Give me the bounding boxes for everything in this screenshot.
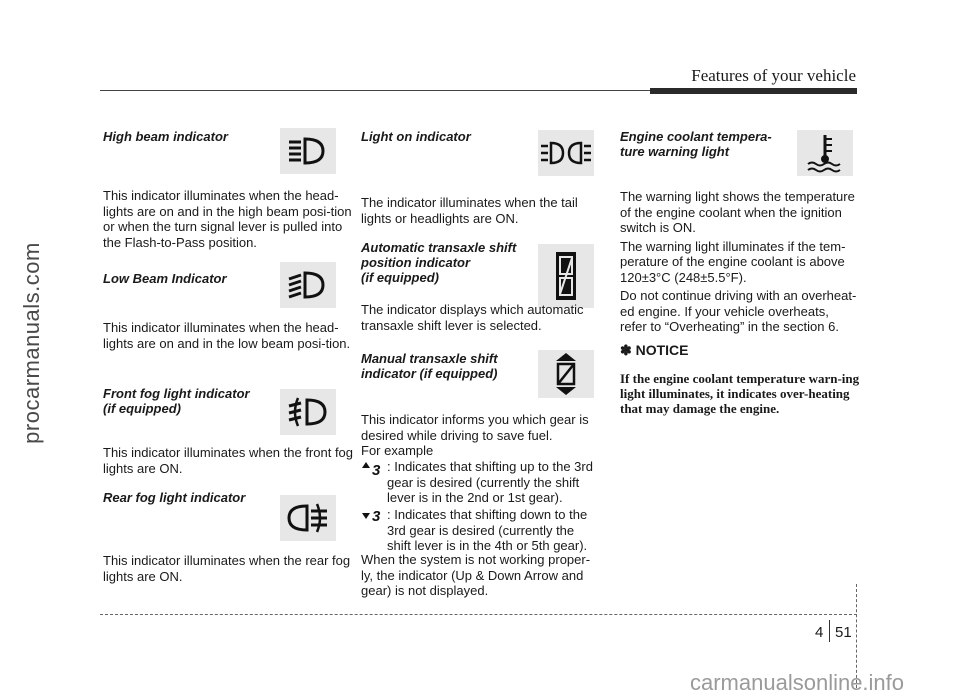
page-number: 51 [835, 624, 852, 641]
section-title: Features of your vehicle [691, 66, 856, 85]
rear-fog-icon [280, 495, 336, 541]
high-beam-heading: High beam indicator [103, 129, 228, 144]
chapter-number: 4 [815, 624, 824, 641]
light-on-heading: Light on indicator [361, 129, 471, 144]
front-fog-icon [280, 389, 336, 435]
footer-vertical-rule [856, 584, 857, 688]
notice-title: ✽ NOTICE [620, 342, 689, 358]
high-beam-icon [280, 128, 336, 174]
manual-shift-description: This indicator informs you which gear is desired while driving to save fuel. [361, 412, 589, 443]
bottom-watermark: carmanualsonline.info [690, 670, 905, 695]
coolant-heading-line1: Engine coolant tempera- [620, 129, 772, 144]
shift-up-example [361, 459, 601, 506]
high-beam-description: This indicator illuminates when the head-lights are on and in the high beam posi-tion or when the turn signal lever is pulled into the Flash-to-Pass position. [103, 188, 352, 250]
shift-down-example [361, 507, 601, 554]
shift-up-text: : Indicates that shifting up to the 3rd gear is desired (currently the shift lever is in the 2nd or 1st gear). [387, 459, 593, 505]
coolant-description [620, 189, 858, 338]
low-beam-icon [280, 262, 336, 308]
coolant-temperature-icon [797, 130, 853, 176]
light-on-description: The indicator illuminates when the tail lights or headlights are ON. [361, 195, 578, 226]
header-bar [650, 88, 857, 94]
shift-up-3-icon [361, 459, 387, 506]
coolant-heading-line2: ture warning light [620, 144, 730, 159]
notice-body: If the engine coolant temperature warn-ing light illuminates, it indicates over-heating that may damage the engine. [620, 371, 860, 416]
auto-shift-heading-line1: Automatic transaxle shift [361, 240, 517, 255]
front-fog-heading-line2: (if equipped) [103, 401, 181, 416]
shift-down-text: : Indicates that shifting down to the 3rd gear is desired (currently the shift lever is in the 4th or 5th gear). [387, 507, 588, 553]
svg-text:3: 3 [372, 508, 381, 525]
manual-shift-closing: When the system is not working proper-ly, the indicator (Up & Down Arrow and gear) is not displayed. [361, 552, 591, 598]
coolant-paragraph-2: The warning light illuminates if the tem-perature of the engine coolant is above 120±3°C (248±5.5°F). [620, 238, 846, 285]
shift-down-3-icon [361, 507, 387, 554]
header-rule [100, 90, 650, 91]
footer-rule [100, 614, 857, 615]
rear-fog-heading: Rear fog light indicator [103, 490, 246, 505]
side-watermark: procarmanuals.com [19, 242, 44, 444]
svg-text:3: 3 [372, 462, 381, 479]
shift-position-icon [538, 244, 594, 308]
low-beam-heading: Low Beam Indicator [103, 271, 227, 286]
manual-shift-heading-line1: Manual transaxle shift [361, 351, 498, 366]
light-on-icon [538, 130, 594, 176]
for-example-label: For example [361, 443, 434, 458]
gear-shift-icon [538, 350, 594, 398]
page-number-separator [829, 620, 830, 642]
front-fog-description: This indicator illuminates when the front fog lights are ON. [103, 445, 354, 476]
coolant-paragraph-1: The warning light shows the temperature of the engine coolant when the ignition switch is ON. [620, 189, 855, 235]
front-fog-heading-line1: Front fog light indicator [103, 386, 250, 401]
auto-shift-heading-line3: (if equipped) [361, 270, 439, 285]
auto-shift-heading-line2: position indicator [361, 255, 471, 270]
rear-fog-description: This indicator illuminates when the rear fog lights are ON. [103, 553, 351, 584]
coolant-paragraph-3: Do not continue driving with an overheat-ed engine. If your vehicle overheats, refer to “Overheating” in the section 6. [620, 288, 857, 334]
auto-shift-description: The indicator displays which automatic transaxle shift lever is selected. [361, 302, 584, 333]
manual-shift-heading-line2: indicator (if equipped) [361, 366, 498, 381]
low-beam-description: This indicator illuminates when the head-lights are on and in the low beam posi-tion. [103, 320, 351, 351]
